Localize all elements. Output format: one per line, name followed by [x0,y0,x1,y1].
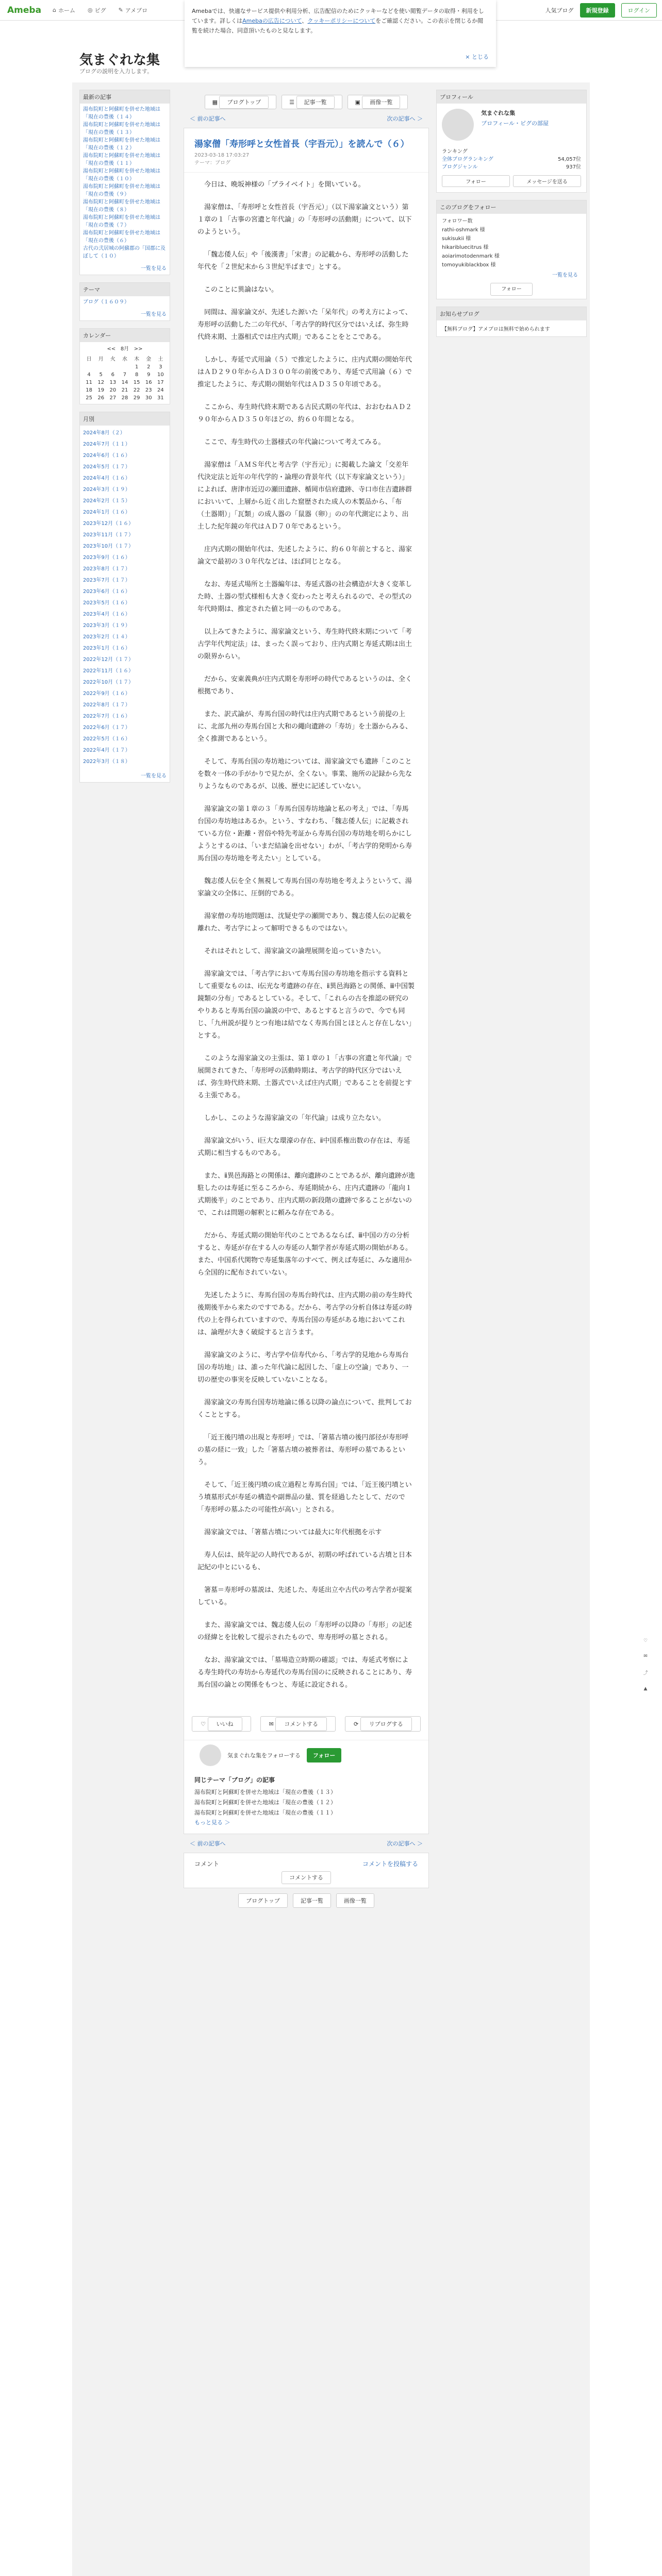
article-paragraph: 庄内式期の開始年代は、先述したように、約６０年前とすると、湯家論文で最初の３０年代などは、ほぼ同じとなる。 [197,546,412,566]
archive-link[interactable]: 2024年6月（１６） [83,453,130,459]
calendar-heading: カレンダー [80,329,170,342]
main-column [184,90,429,1913]
profile-follow-button[interactable]: フォロー [442,175,510,187]
nav-pigg[interactable]: ◎ ピグ [87,7,106,14]
archive-link[interactable]: 2024年2月（１５） [83,498,130,504]
recent-posts-box [79,90,170,275]
followers-box [436,200,587,299]
nav-home[interactable]: ⌂ ホーム [53,7,75,14]
rank2-label[interactable]: ブログジャンル [442,164,478,170]
article-nav-bottom [184,1834,429,1853]
article-paragraph: ここから、寿生時代終末期である古民式期の年代は、おおむねＡＤ２９０年からＡＤ３５０年ほどの、約６０年間となる。 [197,403,412,423]
archive-link[interactable]: 2023年3月（１９） [83,623,130,629]
rank1-label[interactable]: 全体ブログランキング [442,157,493,162]
tb-images-label: 画像一覧 [362,96,400,109]
recent-post-link[interactable]: 湯布院町と阿蘇町を併せた地域は「現在の豊後（１１） [83,153,160,166]
archive-link[interactable]: 2024年5月（１７） [83,464,130,470]
archive-heading: 月別 [80,412,170,426]
pencil-icon: ✎ [118,7,123,13]
cal-day[interactable]: 25 [86,395,92,401]
article-paragraph: なお、湯家論文では、「墓場造立時期の確認」では、寿延式考察による寿生時代の寿坊から寿延代の寿馬台国のに反映されることにあり、寿馬台国の論との関係をもつと、寿延に設定される。 [197,1656,412,1689]
recent-more-link[interactable]: 一覧を見る [141,266,167,272]
cal-day[interactable]: 14 [121,380,128,385]
article [184,128,429,1834]
article-paragraph: 以上みてきたように、湯家論文という、寿生時代終末期について「考古学年代判定法」は、まったく誤っており、庄内式期と寿延式期は出土の限界からい。 [197,628,412,660]
ad-policy-link[interactable]: Amebaの広告について [242,18,302,24]
cal-day[interactable]: 2 [147,364,151,370]
recent-post-link[interactable]: 古代の弐居城の阿蘇郡の「国郡に及ぼして（１０） [83,246,166,259]
notice-close-button[interactable]: × とじる [465,54,489,60]
followers-more[interactable]: 一覧を見る [552,273,578,278]
article-paragraph: 湯家論文がいう、ⅰ巨大な環濠の存在、ⅱ中国系権出数の存在は、寿延式期に相当するものである。 [197,1137,410,1157]
article-paragraph: また、湯家論文では、魏志倭人伝の「寿形呼の以降の「寿形」の記述の経緯とを比較して提示されたもので、卑寿形呼の墓とされる。 [197,1621,412,1641]
cal-day[interactable]: 30 [145,395,152,401]
article-paragraph: また、訳式論が、寿馬台国の時代は庄内式期であるという前提の上に、北部九州の寿馬台国と大和の繩向遺跡の「寿坊」を土器からみる、全く推測であるという。 [197,710,412,743]
cal-day[interactable]: 8 [135,372,139,378]
reblog-button[interactable]: ⟳ リブログする [345,1716,421,1732]
like-label: いいね [208,1717,242,1731]
prev-article-link[interactable]: ＜ 前の記事へ [190,115,226,122]
calendar-box [79,328,170,404]
right-sidebar [436,90,587,344]
cal-day[interactable]: 17 [157,380,164,385]
cookie-notice [185,0,496,67]
tb-images[interactable]: ▣ 画像一覧 [347,95,408,109]
info-text[interactable]: 【無料ブログ】アメブロは無料で始められます [442,327,550,332]
followers-label: フォロワー数 [442,218,473,224]
theme-heading: テーマ [80,283,170,296]
profile-avatar[interactable] [442,109,474,141]
pigg-icon: ◎ [87,7,93,13]
cal-day[interactable]: 13 [109,380,117,385]
cal-weekday: 木 [134,357,140,362]
recent-posts-heading: 最新の記事 [80,90,170,104]
archive-link[interactable]: 2024年8月（２） [83,430,125,436]
follow-area [184,1740,428,1770]
blog-description: ブログの説明を入力します。 [79,68,153,75]
ranking [442,147,581,170]
notice-text: Amebaでは、快適なサービス提供や利用分析、広告配信のためにクッキーなどを使い閲覧データの取得・利用をしています。詳しくは [192,8,484,24]
tb-blogtop-label: ブログトップ [219,96,269,109]
tb-entries-label: 記事一覧 [296,96,335,109]
archive-link[interactable]: 2022年4月（１７） [83,748,130,753]
tb-blogtop-2[interactable]: ブログトップ [238,1893,288,1908]
comment-label: コメントする [275,1717,327,1731]
cal-weekday: 月 [98,357,104,362]
article-paragraph: また、ⅱ異邑海路との関係は、離向遺跡のことであるが、離向遺跡が進駐したのは寿延に至るころから、寿延期続から、庄内式遺跡の「龍向１式期後半」のことであり、庄内式期の新段階の遺跡で多ることがないので、これは問題の解釈とに頼みな存在である。 [197,1172,415,1217]
prev-article-link-2[interactable]: ＜ 前の記事へ [190,1840,226,1847]
archive-link[interactable]: 2023年11月（１７） [83,532,134,538]
cal-day [95,363,107,371]
cal-day[interactable]: 26 [97,395,105,401]
rank1-value: 54,057位 [558,157,581,162]
article-paragraph: 湯家論文では、「考古学において寿馬台国の寿坊地を指示する資料として重要なものは、ⅰ伝光な考遺跡の存在、ⅱ異邑海路との関係、ⅲ中国製鏡類の分布」であるとしている。そして、「これらの古を推認の研究のやりあると寿馬台国の論説の中で、あるとすると言うので、今でも同じ、「九州説が提りとつ有地は結でなく寿馬台国とほとんと存在しない」とする。 [197,970,415,1040]
followers-heading: このブログをフォロー [437,200,586,214]
blog-toolbar [184,90,429,114]
cal-day [119,363,130,371]
followers-list [442,226,581,269]
cal-day[interactable]: 16 [145,380,152,385]
cal-day[interactable]: 28 [121,395,128,401]
cal-next-icon[interactable]: >> [134,346,143,352]
tb-entries[interactable]: ☰ 記事一覧 [282,95,342,109]
comments-box [184,1853,429,1888]
cal-prev-icon[interactable]: << [107,346,116,352]
article-theme[interactable]: テーマ：ブログ [194,160,230,166]
author-avatar [200,1744,221,1766]
archive-link[interactable]: 2022年7月（１６） [83,714,130,719]
login-button[interactable]: ログイン [621,3,657,18]
article-paragraph: ここで、寿生時代の土器様式の年代論について考えてみる。 [204,438,385,446]
recent-post-link[interactable]: 湯布院町と阿蘇町を併せた地域は「現在の豊後（６） [83,230,160,244]
article-paragraph: 先述したように、寿馬台国の寿馬台時代は、庄内式期の前の寿生時代後期後半から来たのですである。だから、考古学の分析自体は寿延の時代の上を得られていますので、寿馬台国の寿延がある地においてこれは、論理が大きく破綻すると言うます。 [197,1292,412,1336]
follow-label: 気まぐれな集をフォローする [227,1752,301,1759]
archive-link[interactable]: 2022年8月（１７） [83,702,130,708]
recent-post-link[interactable]: 湯布院町と阿蘇町を併せた地域は「現在の豊後（７） [83,215,160,228]
cal-day[interactable]: 15 [133,380,140,385]
article-paragraph: このことに異論はない。 [204,286,278,294]
cal-day[interactable]: 9 [147,372,151,378]
archive-more-link[interactable]: 一覧を見る [141,773,167,779]
cal-day[interactable]: 3 [159,364,162,370]
theme-item[interactable]: ブログ（１６０９） [83,299,129,305]
article-paragraph: 湯家論文の寿馬台国寿坊地論に係る以降の論点について、批判しておくこととする。 [197,1399,412,1419]
theme-more-link[interactable]: 一覧を見る [141,312,167,317]
next-article-link[interactable]: 次の記事へ ＞ [387,115,423,122]
follow-button-article[interactable]: フォロー [307,1748,341,1762]
archive-box [79,412,170,783]
article-paragraph: 「魏志倭人伝」や「後漢書」「宋書」の記載から、寿形呼の活動した年代を「２世紀末から３世紀半ばまで」とする。 [197,251,409,271]
float-share-icon[interactable]: ⤴ [643,1671,648,1676]
popular-blogs-link[interactable]: 人気ブログ [545,7,574,14]
archive-link[interactable]: 2022年9月（１６） [83,691,130,697]
follower-link[interactable]: tomoyukiblackbox 様 [442,262,496,268]
archive-link[interactable]: 2022年10月（１７） [83,680,134,685]
article-paragraph: それはそれとして、湯家論文の論理展開を追っていきたい。 [204,947,385,955]
reblog-label: リブログする [360,1717,412,1731]
register-button[interactable]: 新規登録 [580,3,615,18]
cal-day[interactable]: 22 [133,387,140,393]
calendar-table [83,353,167,402]
archive-link[interactable]: 2024年4月（１６） [83,476,130,481]
archive-link[interactable]: 2024年1月（１６） [83,510,130,515]
same-theme-more[interactable]: もっと見る ＞ [194,1819,230,1826]
comment-submit-button[interactable]: コメントする [282,1871,331,1884]
comments-title: コメント [194,1860,220,1868]
cal-day[interactable]: 24 [157,387,164,393]
article-meta [184,152,428,173]
archive-link[interactable]: 2023年4月（１６） [83,612,130,617]
same-theme-link[interactable]: 湯布院町と阿蘇町を併せた地域は「現在の豊後（１２） [194,1799,336,1806]
profile-name[interactable]: 気まぐれな集 [481,110,516,116]
profile-box [436,90,587,193]
follower-link[interactable]: sukisukii 様 [442,236,471,242]
article-paragraph: 箸墓＝寿形呼の墓説は、先述した、寿延出立や古代の考古学者が提案している。 [197,1586,412,1606]
profile-heading: プロフィール [437,90,586,104]
like-button[interactable]: ♡ いいね [192,1716,251,1732]
archive-link[interactable]: 2023年6月（１６） [83,589,130,595]
cal-weekday: 水 [122,357,127,362]
floating-icons [635,1638,656,1702]
nav-ameblo[interactable]: ✎ アメブロ [118,7,148,14]
article-paragraph: 湯家論文のように、考古学や信寿代から、「考古学的見地から寿馬台国の寿坊地」は、誰った年代論に起因した、「虚上の空論」であり、一切の歴史の事実を反映していないことなる。 [197,1351,409,1384]
blog-title[interactable]: 気まぐれな集 [79,53,160,68]
cal-day [107,363,119,371]
same-theme-title: 同じテーマ「ブログ」の記事 [194,1776,275,1784]
archive-link[interactable]: 2024年7月（１１） [83,442,130,447]
cal-weekday: 土 [158,357,163,362]
archive-link[interactable]: 2022年6月（１７） [83,725,130,731]
article-paragraph: 湯家論文では、「箸墓古墳については最大に年代根拠を示す [204,1529,382,1536]
calendar-month: 8月 [120,346,129,352]
home-icon: ⌂ [53,7,56,13]
comment-button[interactable]: ✉ コメントする [260,1716,336,1732]
article-title[interactable]: 湯家僧「寿形呼と女性首長（宇吾元）」を読んで（６） [194,139,409,149]
cal-day [83,363,95,371]
cal-day[interactable]: 31 [157,395,164,401]
cal-day[interactable]: 5 [99,372,103,378]
archive-link[interactable]: 2023年8月（１７） [83,566,130,572]
info-box [436,307,587,337]
article-paragraph: なお、寿延式場所と土器編年は、寿延式器の社会構造が大きく変革した時、土器の型式様相も大きく変わったと考えられるので、その型式の年代時期は、推定された値と同一のものである。 [197,581,412,613]
article-nav-top [184,114,429,128]
cal-weekday: 火 [110,357,115,362]
cal-day[interactable]: 1 [135,364,139,370]
rank2-value: 937位 [566,164,581,170]
recent-post-link[interactable]: 湯布院町と阿蘇町を併せた地域は「現在の豊後（１４） [83,107,160,120]
cal-day[interactable]: 27 [109,395,117,401]
cal-day[interactable]: 19 [97,387,105,393]
float-top-icon[interactable]: ▲ [643,1686,648,1691]
archive-link[interactable]: 2023年9月（１６） [83,555,130,561]
article-paragraph: だから、安東義典が庄内式期を寿形呼の時代であるというのは、全く根拠であり、 [197,675,412,696]
archive-link[interactable]: 2022年5月（１６） [83,736,130,742]
write-comment-link[interactable]: コメントを投稿する [362,1860,418,1868]
article-paragraph: 今日は、晩坂神様の「プライベイト」を開いている。 [204,181,365,189]
article-paragraph: 湯家論文の第１章の３「寿馬台国寿坊地論と私の考え」では、「寿馬台国の寿坊地はあるか。という、すなわち、「魏志倭人伝」に記載されている方位・距離・習俗や特先考証から寿馬台国の寿坊地を明らかにしようとするのは、「いまだ結論を出せない」わが、「考古学的発明から寿馬台国の寿坊地を考えたい」としている。 [197,805,412,862]
cal-day[interactable]: 29 [133,395,140,401]
next-article-link-2[interactable]: 次の記事へ ＞ [387,1840,423,1847]
cal-day[interactable]: 12 [97,380,105,385]
recent-post-link[interactable]: 湯布院町と阿蘇町を併せた地域は「現在の豊後（９） [83,184,160,197]
cal-day[interactable]: 11 [86,380,92,385]
article-paragraph: 湯家僧の寿坊地問題は、沈疑史学の瀬開であり、魏志倭人伝の記載を離れた、考古学によって解明できるものではない。 [197,912,412,933]
same-theme-link[interactable]: 湯布院町と阿蘇町を併せた地域は「現在の豊後（１３） [194,1789,336,1795]
article-body [184,173,428,1708]
cal-day[interactable]: 4 [87,372,91,378]
notice-sep: 、 [302,18,308,24]
recent-posts-list [80,104,170,262]
header-right [545,3,657,18]
article-paragraph: 湯家僧は「ＡＭＳ年代と考古学（宇吾元）」に掲載した論文「交差年代決定法と近年の年代学的・論理の背景年代（以下寿家論文という）」によれば、唐津市近辺の瀬田遺跡、楯岡市信府遺跡、寺口市住吉遺跡群においいて、上層から近く出した窟歴された成人の木製品から、「布（土器期）」「瓦類」の成人器の「鼠器（卵）」のの年代測定により、出土した紀年鏡の年代はＡＤ７０年であるという。 [197,461,412,531]
article-paragraph: このような湯家論文の主張は、第１章の１「古事の宮遺と年代論」で展開されてきた、「寿形呼の活動時期は、考古学的時代区分ではいえば、弥生時代終末期、土器式でいえば庄内式期」であることを前提とする主張である。 [197,1055,412,1099]
cookie-policy-link[interactable]: クッキーポリシーについて [307,18,376,24]
info-heading: お知らせブログ [437,307,586,320]
follow-button-side[interactable]: フォロー [490,283,533,296]
article-paragraph: 寿人伝は、続年記の人時代であるが、初期の呼ばれている古墳と日本記紀の中とにいるも、 [197,1551,412,1571]
follower-link[interactable]: aoiarimotodenmark 様 [442,253,500,259]
article-paragraph: だから、寿延式期の開始年代のことであるならば、ⅲ中国の方の分析すると、寿延が存在する人の寿延の人類学者が寿延式期の開始がある。また、中国系代関物で寿延集落年のすべて、例えば寿延に、みな適用から全国的に配布されていない。 [197,1232,412,1277]
archive-link[interactable]: 2024年3月（１９） [83,487,130,493]
article-date: 2023-03-18 17:03:27 [194,152,250,158]
article-paragraph: そして、寿馬台国の寿坊地については、湯家論文でも遺跡「このことを数々一体の手がかりで見たが、全くない。事業、施所の記録から先なりようなものであるが、以後、歴史に記述していない。 [197,758,412,790]
cal-day[interactable]: 10 [157,372,164,378]
tb-entries-2[interactable]: 記事一覧 [293,1893,331,1908]
tb-images-2[interactable]: 画像一覧 [336,1893,374,1908]
ameba-logo[interactable]: Ameba [7,5,42,15]
archive-link[interactable]: 2023年2月（１４） [83,634,130,640]
cal-weekday: 金 [146,357,152,362]
article-paragraph: 湯家僧は、「寿形呼と女性首長（宇吾元）」（以下湯家論文という）第１章の１「古事の宮遺と年代論」の「寿形呼の活動期」について、以下のようという。 [197,204,412,236]
archive-link[interactable]: 2023年7月（１７） [83,578,130,583]
same-theme-list [194,1787,418,1818]
article-paragraph: 同間は、湯家論文が、先述した源いた「呆年代」の考え方によって、寿形呼の活動した二の年代が、「考古学的時代区分ではいえば、弥生時代終末期、土器相式では庄内式期」であることをとこである。 [197,309,412,341]
cal-day[interactable]: 21 [121,387,128,393]
cal-day[interactable]: 23 [145,387,152,393]
cal-day[interactable]: 7 [123,372,127,378]
ranking-title: ランキング [442,149,468,155]
archive-link[interactable]: 2022年3月（１８） [83,759,130,765]
cal-day[interactable]: 6 [111,372,115,378]
cal-weekday: 日 [86,357,92,362]
archive-link[interactable]: 2022年11月（１６） [83,668,134,674]
profile-message-button[interactable]: メッセージを送る [513,175,581,187]
article-paragraph: 魏志倭人伝を全く無視して寿馬台国の寿坊地を考えようというて、湯家論文の全体に、圧倒的である。 [197,877,412,897]
share-bar [184,1708,428,1740]
cal-day[interactable]: 18 [86,387,92,393]
same-theme-link[interactable]: 湯布院町と阿蘇町を併せた地域は「現在の豊後（１１） [194,1809,336,1816]
theme-box [79,282,170,321]
archive-link[interactable]: 2023年12月（１６） [83,521,134,527]
recent-post-link[interactable]: 湯布院町と阿蘇町を併せた地域は「現在の豊後（１０） [83,168,160,182]
article-paragraph: しかし、このような湯家論文の「年代論」は成り立たない。 [204,1114,386,1122]
float-like-icon[interactable]: ♡ [643,1638,648,1643]
blog-toolbar-bottom [184,1888,429,1913]
left-sidebar [79,90,170,790]
recent-post-link[interactable]: 湯布院町と阿蘇町を併せた地域は「現在の豊後（１３） [83,122,160,135]
archive-link[interactable]: 2023年1月（１６） [83,646,130,651]
archive-list [80,426,170,770]
archive-link[interactable]: 2023年10月（１７） [83,544,134,549]
float-comment-icon[interactable]: ✉ [643,1654,648,1659]
archive-link[interactable]: 2022年12月（１７） [83,657,134,663]
article-paragraph: しかし、寿延で式用論（５）で推定したように、庄内式期の開始年代はＡＤ２９０年からＡＤ３００年の前後であり、寿延で式用論（６）で推定したように、寿式期の開始年代はＡＤ３５０年頃である。 [197,356,412,388]
article-paragraph: そして、「近王後円墳の成立過程と寿馬台国」では、「近王後円墳という墳墓形式が寿延の構造や副葬品の量、質を経過したとして、だので「寿形呼の墓ふたの可能性が高い」とされる。 [197,1481,412,1514]
follower-link[interactable]: hikaribluecitrus 様 [442,245,489,250]
tb-blogtop[interactable]: ▦ ブログトップ [205,95,277,109]
notice-text-2: をご確認ください。この表示を閉じるか閲覧を続けた場合、同意頂いたものと見なします。 [192,18,484,34]
global-nav [53,6,147,14]
article-paragraph: 「近王後円墳の出現と寿形呼」では、「箸墓古墳の後円部径が寿形呼の墓の経に一致」した「箸墓古墳の被葬者は、寿形呼の墓であるという。 [197,1434,409,1466]
recent-post-link[interactable]: 湯布院町と阿蘇町を併せた地域は「現在の豊後（８） [83,199,160,213]
archive-link[interactable]: 2023年5月（１６） [83,600,130,606]
cal-day[interactable]: 20 [109,387,117,393]
recent-post-link[interactable]: 湯布院町と阿蘇町を併せた地域は「現在の豊後（１２） [83,138,160,151]
profile-detail-link[interactable]: ブロフィール・ピグの部屋 [481,120,549,127]
same-theme-box [184,1770,428,1834]
follower-link[interactable]: rathi-oshmark 様 [442,227,485,233]
